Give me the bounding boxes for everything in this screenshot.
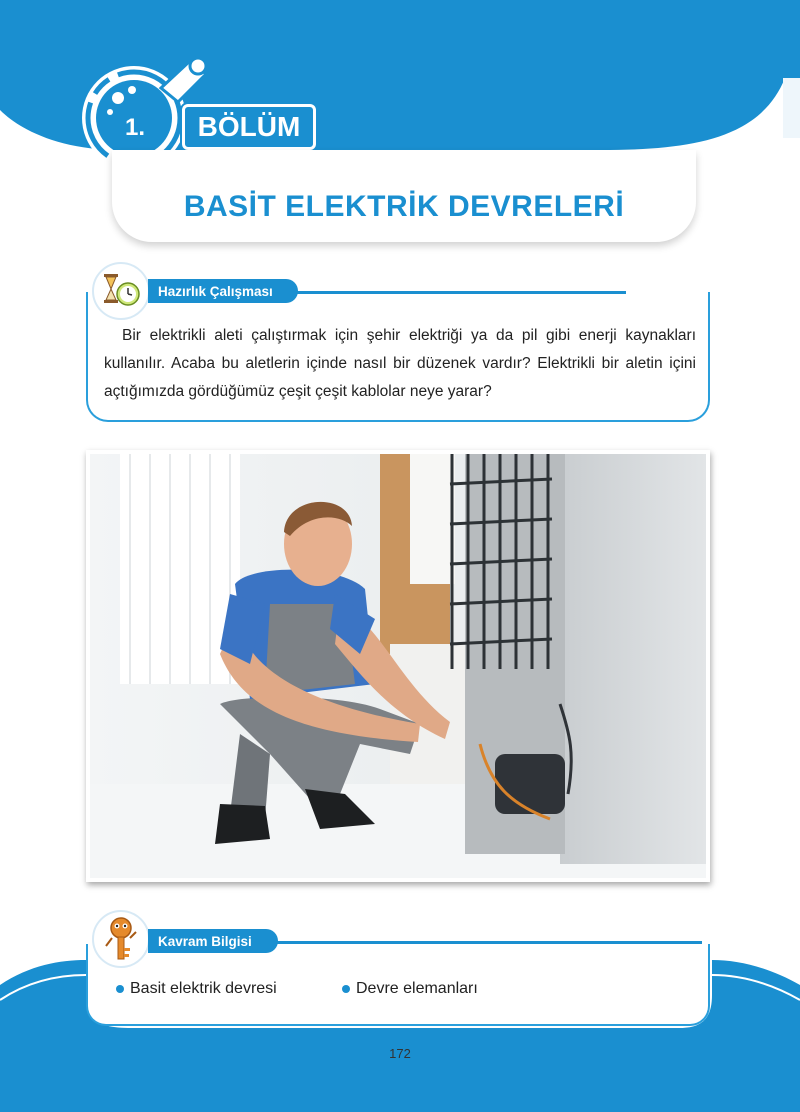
preparation-text: Bir elektrikli aleti çalıştırmak için şehir elektriği ya da pil gibi enerji kaynakları kullanılır. Acaba bu aletlerin içinde nasıl bir düzenek vardır? Elektrikli bir aletin içini açtığımızda gördüğümüz çeşit çeşit kablolar neye yarar?: [104, 327, 696, 400]
concept-header: Kavram Bilgisi: [148, 929, 278, 953]
chapter-label: BÖLÜM: [182, 104, 316, 150]
preparation-header: Hazırlık Çalışması: [148, 279, 298, 303]
concept-divider: [276, 941, 702, 944]
technician-refrigerator-photo: [90, 454, 706, 878]
page-number: 172: [389, 1046, 411, 1061]
key-character-icon: [92, 910, 150, 968]
concept-item: [116, 980, 277, 998]
page-title: BASİT ELEKTRİK DEVRELERİ: [183, 190, 625, 223]
bullet-icon: [342, 985, 350, 993]
hourglass-clock-icon: [92, 262, 150, 320]
preparation-divider: [296, 291, 626, 294]
bullet-icon: [116, 985, 124, 993]
concept-item: [342, 980, 478, 998]
concept-item-label: Devre elemanları: [356, 980, 478, 997]
chapter-number: 1.: [124, 114, 145, 141]
concept-item-label: Basit elektrik devresi: [130, 980, 277, 997]
